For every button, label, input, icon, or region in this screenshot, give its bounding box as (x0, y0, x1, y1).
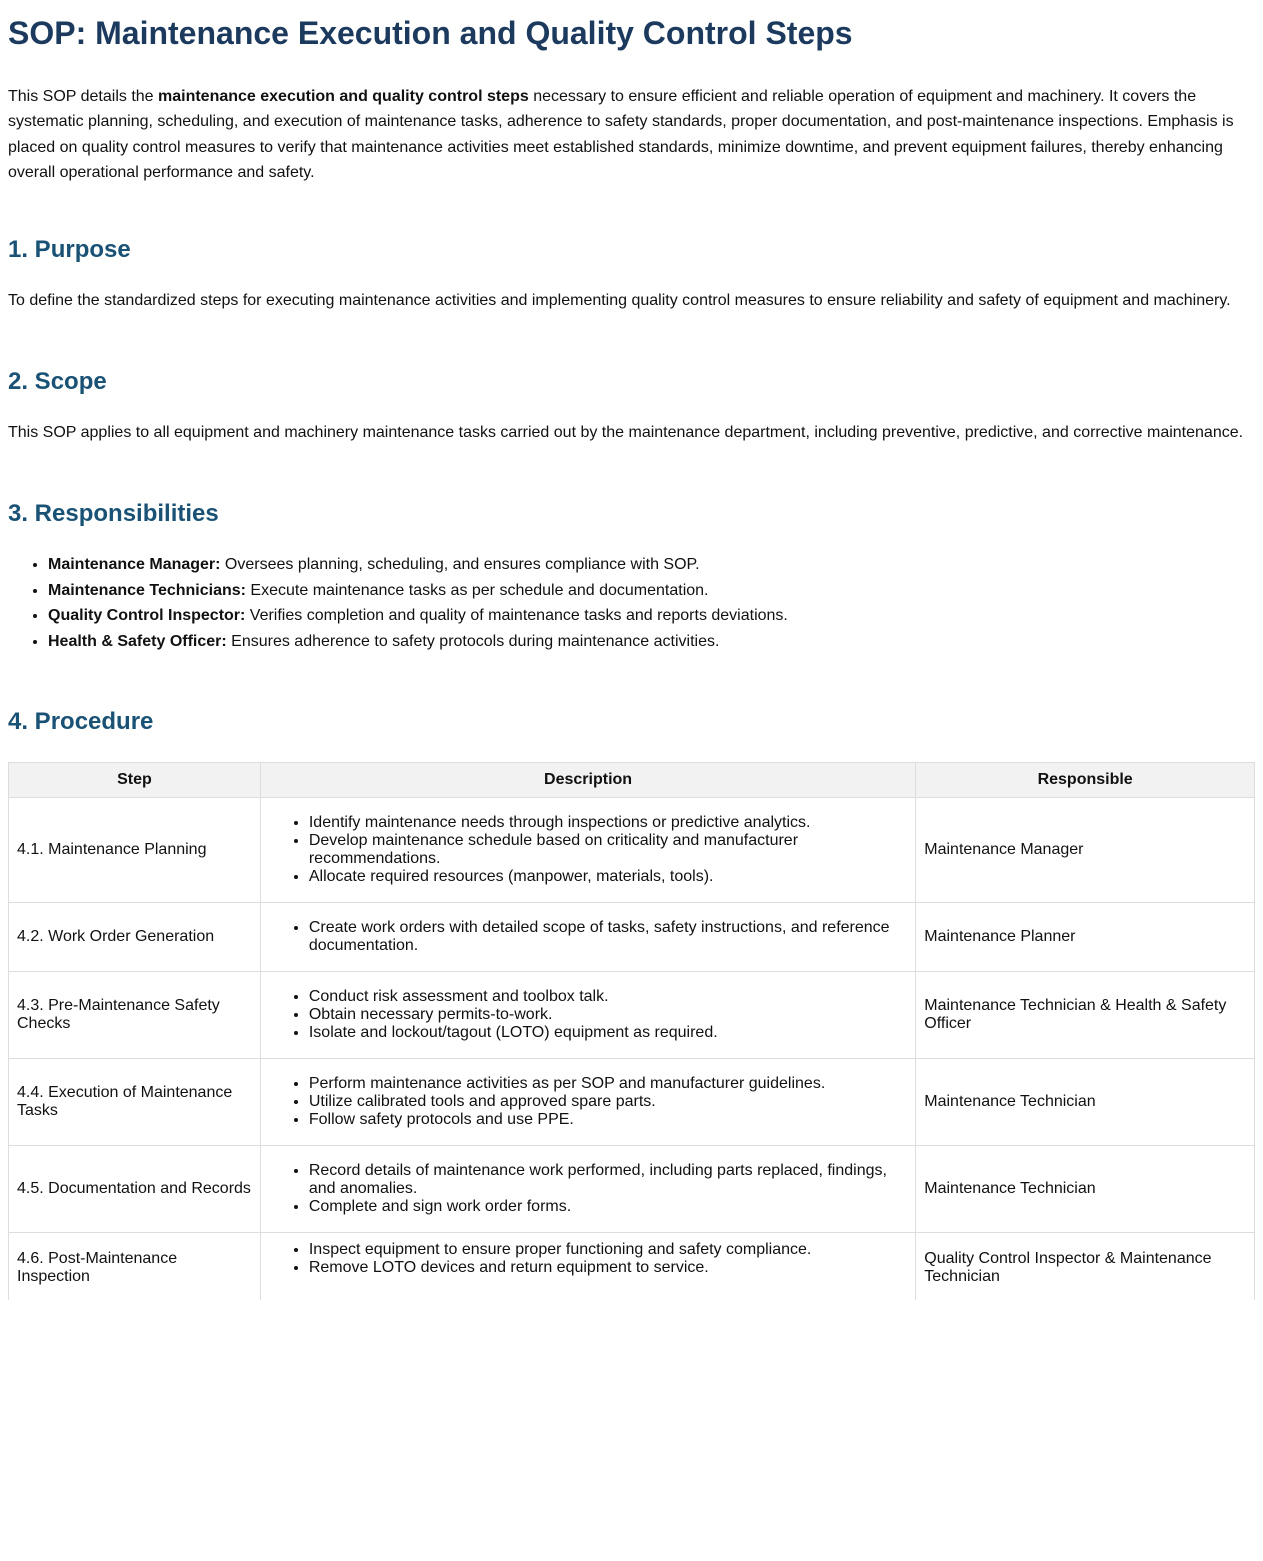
step-cell: 4.3. Pre-Maintenance Safety Checks (9, 972, 261, 1059)
responsible-cell: Maintenance Manager (916, 798, 1255, 903)
responsibilities-heading: 3. Responsibilities (8, 500, 219, 527)
description-item: • Record details of maintenance work performed, including parts replaced, findings, and anomalies. (309, 1162, 907, 1198)
description-item: • Identify maintenance needs through inspections or predictive analytics. (309, 814, 907, 832)
description-item: • Complete and sign work order forms. (309, 1198, 907, 1216)
purpose-heading: 1. Purpose (8, 236, 131, 263)
description-item: • Inspect equipment to ensure proper functioning and safety compliance. (309, 1241, 907, 1259)
responsibility-role: Maintenance Manager: (48, 556, 221, 573)
description-cell (260, 798, 915, 903)
step-cell: 4.2. Work Order Generation (9, 903, 261, 972)
page-title: SOP: Maintenance Execution and Quality Control Steps (8, 15, 853, 51)
intro-paragraph (8, 84, 1255, 186)
column-header-responsible: Responsible (916, 763, 1255, 798)
description-item: • Create work orders with detailed scope of tasks, safety instructions, and reference documentation. (309, 919, 907, 955)
responsibility-item (48, 629, 788, 655)
scope-text: This SOP applies to all equipment and machinery maintenance tasks carried out by the maintenance department, including preventive, predictive, and corrective maintenance. (8, 424, 1244, 441)
column-header-description: Description (260, 763, 915, 798)
responsibility-role: Health & Safety Officer: (48, 632, 227, 650)
responsible-cell: Maintenance Technician & Health & Safety Officer (916, 972, 1255, 1059)
description-item: • Develop maintenance schedule based on criticality and manufacturer recommendations. (309, 832, 907, 868)
responsibility-text: Oversees planning, scheduling, and ensures compliance with SOP. (220, 556, 700, 573)
description-cell (260, 903, 915, 972)
responsible-cell: Maintenance Technician (916, 1059, 1255, 1146)
responsibility-item (48, 552, 788, 578)
intro-text-bold: maintenance execution and quality control steps (158, 88, 529, 105)
description-item: • Perform maintenance activities as per SOP and manufacturer guidelines. (309, 1075, 907, 1093)
intro-text-before: This SOP details the (8, 88, 158, 105)
description-item: • Follow safety protocols and use PPE. (309, 1111, 907, 1129)
table-header-row (9, 763, 1255, 798)
description-item: • Utilize calibrated tools and approved spare parts. (309, 1093, 907, 1111)
responsible-cell: Maintenance Technician (916, 1146, 1255, 1233)
description-item: • Allocate required resources (manpower, materials, tools). (309, 868, 907, 886)
page-blank-area (0, 1300, 1263, 1561)
responsibility-item (48, 578, 788, 604)
description-item: • Remove LOTO devices and return equipment to service. (309, 1259, 907, 1277)
responsibility-role: Maintenance Technicians: (48, 581, 246, 599)
table-row (9, 1059, 1255, 1146)
table-row (9, 1233, 1255, 1303)
scope-heading: 2. Scope (8, 368, 107, 395)
description-cell (260, 1233, 915, 1303)
intro-text-after: necessary to ensure efficient and reliable operation of equipment and machinery. It covers the systematic planning, scheduling, and execution of maintenance tasks, adherence to safety standards, proper documentation, and post-maintenance inspections. Emphasis is placed on quality control measures to verify that maintenance activities meet established standards, minimize downtime, and prevent equipment failures, thereby enhancing overall operational performance and safety. (8, 88, 1234, 182)
responsibility-text: Verifies completion and quality of maintenance tasks and reports deviations. (245, 607, 788, 625)
responsibility-text: Execute maintenance tasks as per schedule and documentation. (245, 581, 709, 599)
purpose-text: To define the standardized steps for executing maintenance activities and implementing quality control measures to ensure reliability and safety of equipment and machinery. (8, 292, 1231, 309)
column-header-step: Step (9, 763, 261, 798)
description-item: • Isolate and lockout/tagout (LOTO) equipment as required. (309, 1024, 907, 1042)
step-cell: 4.6. Post-Maintenance Inspection (9, 1233, 261, 1303)
description-item: • Conduct risk assessment and toolbox talk. (309, 988, 907, 1006)
description-item: • Obtain necessary permits-to-work. (309, 1006, 907, 1024)
description-cell (260, 1059, 915, 1146)
responsibility-text: Ensures adherence to safety protocols during maintenance activities. (226, 632, 720, 650)
responsibility-item (48, 603, 788, 629)
responsible-cell: Quality Control Inspector & Maintenance Technician (916, 1233, 1255, 1303)
table-row (9, 798, 1255, 903)
procedure-table (8, 762, 1255, 1303)
description-cell (260, 1146, 915, 1233)
step-cell: 4.4. Execution of Maintenance Tasks (9, 1059, 261, 1146)
responsible-cell: Maintenance Planner (916, 903, 1255, 972)
description-cell (260, 972, 915, 1059)
step-cell: 4.1. Maintenance Planning (9, 798, 261, 903)
table-row (9, 1146, 1255, 1233)
table-row (9, 903, 1255, 972)
table-row (9, 972, 1255, 1059)
responsibility-role: Quality Control Inspector: (48, 607, 246, 625)
step-cell: 4.5. Documentation and Records (9, 1146, 261, 1233)
responsibilities-list (8, 552, 788, 654)
sop-document (8, 0, 1255, 1285)
procedure-heading: 4. Procedure (8, 708, 154, 735)
